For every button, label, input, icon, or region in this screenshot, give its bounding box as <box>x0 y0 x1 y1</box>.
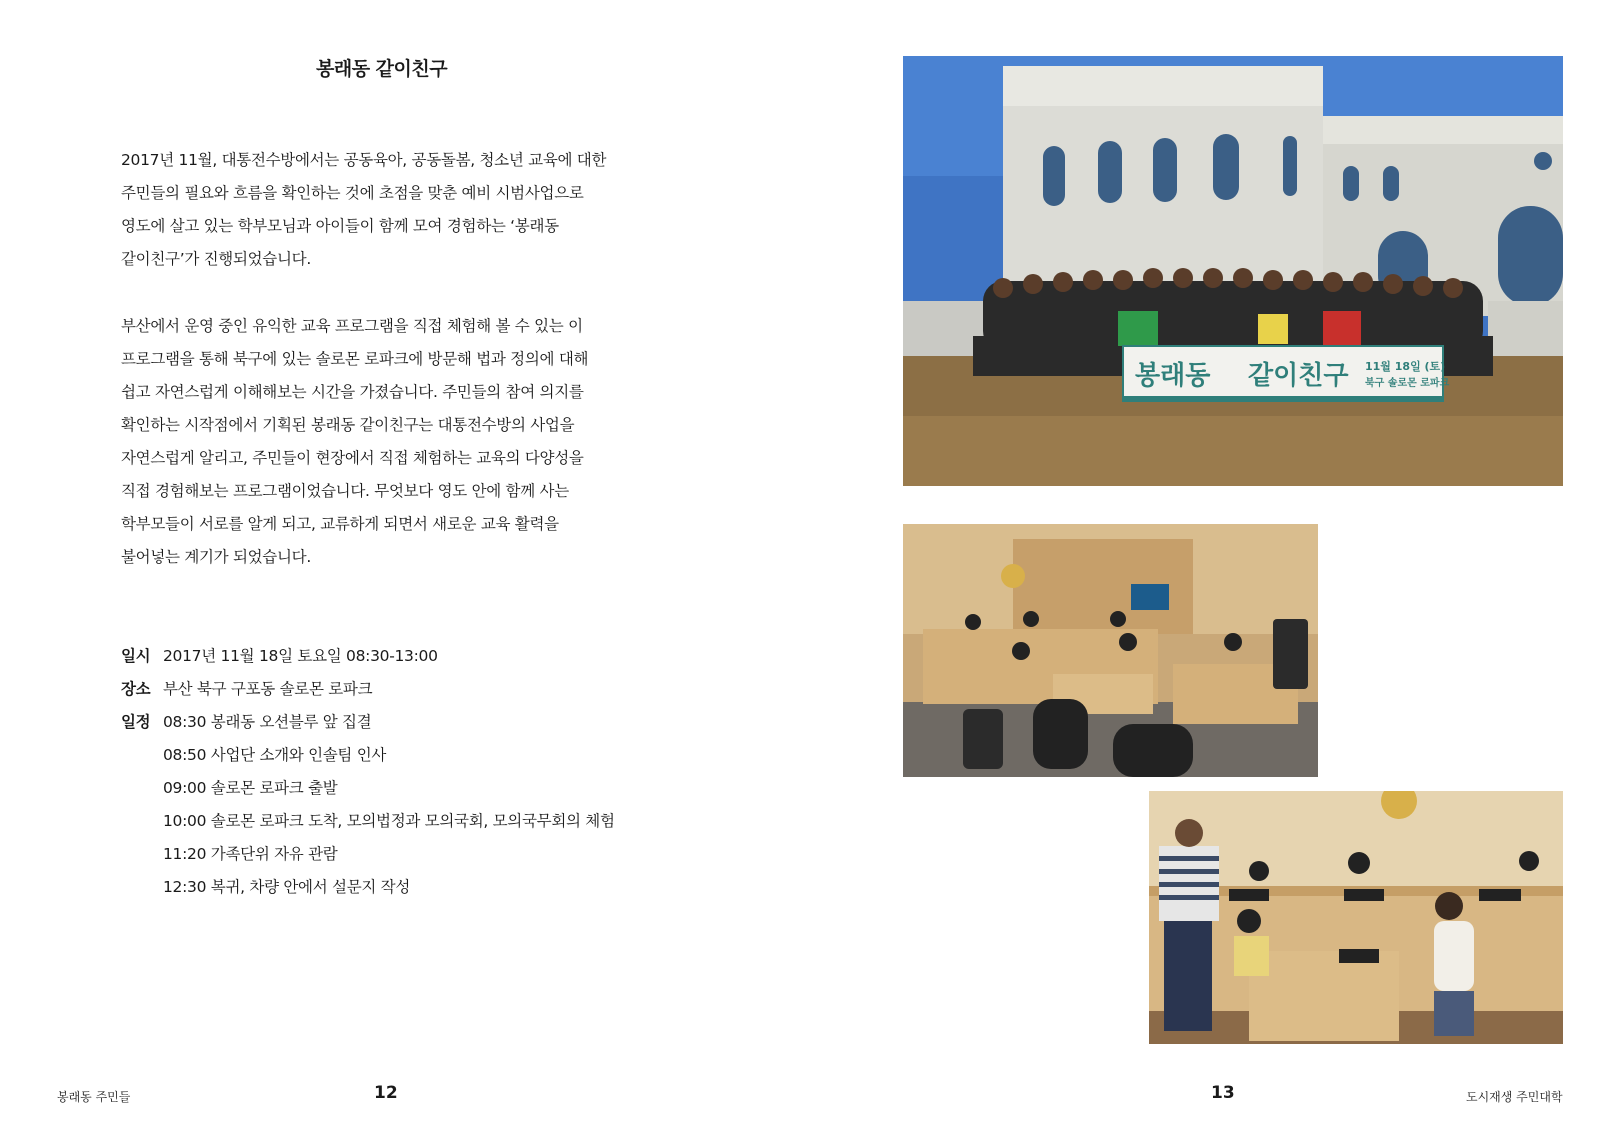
schedule-item: 10:00 솔로몬 로파크 도착, 모의법정과 모의국회, 모의국무회의 체험 <box>163 812 615 830</box>
info-schedule-row <box>121 706 615 739</box>
place-label: 장소 <box>121 680 151 698</box>
event-info <box>121 640 615 904</box>
paragraph-line: 프로그램을 통해 북구에 있는 솔로몬 로파크에 방문해 법과 정의에 대해 <box>121 350 589 368</box>
schedule-item: 09:00 솔로몬 로파크 출발 <box>163 779 338 797</box>
paragraph-line: 같이친구’가 진행되었습니다. <box>121 250 311 268</box>
paragraph-line: 쉽고 자연스럽게 이해해보는 시간을 가졌습니다. 주민들의 참여 의지를 <box>121 383 584 401</box>
courtroom-photo <box>903 524 1318 777</box>
paragraph-line: 확인하는 시작점에서 기획된 봉래동 같이친구는 대통전수방의 사업을 <box>121 416 575 434</box>
left-page-number: 12 <box>374 1083 398 1103</box>
body-paragraph <box>121 310 661 574</box>
banner-date: 11월 18일 (토) <box>1365 360 1446 373</box>
schedule-item: 08:30 봉래동 오션블루 앞 집결 <box>163 713 372 731</box>
right-page-number: 13 <box>1211 1083 1235 1103</box>
paragraph-line: 불어넣는 계기가 되었습니다. <box>121 548 311 566</box>
intro-paragraph <box>121 144 661 276</box>
paragraph-line: 영도에 살고 있는 학부모님과 아이들이 함께 모여 경험하는 ‘봉래동 <box>121 217 559 235</box>
paragraph-line: 부산에서 운영 중인 유익한 교육 프로그램을 직접 체험해 볼 수 있는 이 <box>121 317 583 335</box>
banner-title-2: 같이친구 <box>1248 361 1349 391</box>
group-photo <box>903 56 1563 486</box>
banner-title: 봉래동 <box>1135 361 1211 391</box>
schedule-label: 일정 <box>121 713 151 731</box>
paragraph-line: 주민들의 필요와 흐름을 확인하는 것에 초점을 맞춘 예비 시범사업으로 <box>121 184 584 202</box>
schedule-item: 08:50 사업단 소개와 인솔팀 인사 <box>163 746 387 764</box>
paragraph-line: 자연스럽게 알리고, 주민들이 현장에서 직접 체험하는 교육의 다양성을 <box>121 449 584 467</box>
page-title: 봉래동 같이친구 <box>316 58 448 80</box>
date-value: 2017년 11월 18일 토요일 08:30-13:00 <box>163 647 438 665</box>
info-date-row <box>121 640 615 673</box>
date-label: 일시 <box>121 647 151 665</box>
left-footer-text: 봉래동 주민들 <box>57 1090 131 1104</box>
paragraph-line: 직접 경험해보는 프로그램이었습니다. 무엇보다 영도 안에 함께 사는 <box>121 482 569 500</box>
schedule-item: 11:20 가족단위 자유 관람 <box>163 845 338 863</box>
right-footer-text: 도시재생 주민대학 <box>1466 1090 1563 1104</box>
paragraph-line: 2017년 11월, 대통전수방에서는 공동육아, 공동돌봄, 청소년 교육에 대한 <box>121 151 607 169</box>
info-place-row <box>121 673 615 706</box>
roleplay-photo <box>1149 791 1563 1044</box>
paragraph-line: 학부모들이 서로를 알게 되고, 교류하게 되면서 새로운 교육 활력을 <box>121 515 559 533</box>
schedule-item: 12:30 복귀, 차량 안에서 설문지 작성 <box>163 878 411 896</box>
banner-place: 북구 솔로몬 로파크 <box>1365 378 1450 389</box>
place-value: 부산 북구 구포동 솔로몬 로파크 <box>163 680 373 698</box>
